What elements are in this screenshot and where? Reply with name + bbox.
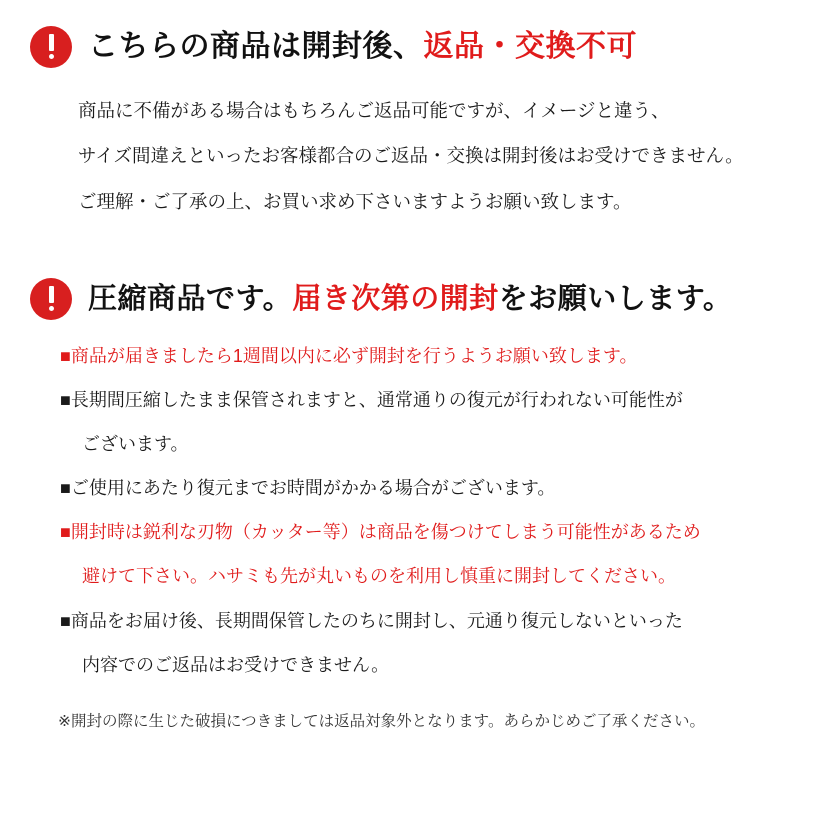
- section-2-heading-text: [88, 282, 732, 317]
- list-item: [60, 378, 810, 466]
- paragraph-line: 商品に不備がある場合はもちろんご返品可能ですが、イメージと違う、: [78, 100, 670, 121]
- list-item-line: [60, 466, 810, 510]
- list-item-text: 長期間圧縮したまま保管されますと、通常通りの復元が行われない可能性が: [70, 390, 683, 411]
- square-bullet-icon: ■: [60, 522, 71, 543]
- section-1-heading: [30, 26, 810, 68]
- square-bullet-icon: ■: [60, 390, 71, 411]
- section-2-heading-red: 届き次第の開封: [292, 282, 499, 315]
- list-item: [60, 510, 810, 598]
- list-item-text: 開封時は鋭利な刃物（カッター等）は商品を傷つけてしまう可能性があるため: [70, 522, 701, 543]
- list-item-line: [60, 510, 810, 554]
- section-1-heading-red: 返品・交換不可: [423, 30, 637, 63]
- list-item-text: 内容でのご返品はお受けできません。: [82, 654, 390, 675]
- section-1-heading-text: [88, 29, 637, 65]
- square-bullet-icon: ■: [60, 610, 71, 631]
- list-item-text: ご使用にあたり復元までお時間がかかる場合がございます。: [70, 478, 556, 499]
- list-item: [60, 334, 810, 378]
- exclamation-circle-icon: [30, 278, 72, 320]
- list-item: [60, 599, 810, 687]
- footnote: ※開封の際に生じた破損につきましては返品対象外となります。あらかじめご了承ください。: [58, 712, 705, 730]
- list-item-text: ございます。: [82, 434, 189, 455]
- section-2-heading-black-prefix: 圧縮商品です。: [88, 282, 293, 315]
- section-1-heading-black: こちらの商品は開封後、: [88, 30, 424, 63]
- square-bullet-icon: ■: [60, 345, 71, 366]
- section-2-heading-black-suffix: をお願いします。: [498, 282, 733, 315]
- section-1-paragraph: [30, 88, 810, 224]
- list-item-line: [60, 599, 810, 643]
- list-item-text: 商品が届きましたら1週間以内に必ず開封を行うようお願い致します。: [70, 345, 638, 366]
- list-item: [60, 466, 810, 510]
- list-item-line: [60, 378, 810, 422]
- paragraph-line: ご理解・ご了承の上、お買い求め下さいますようお願い致します。: [78, 190, 632, 212]
- list-item-text: 商品をお届け後、長期間保管したのちに開封し、元通り復元しないといった: [70, 610, 683, 631]
- paragraph-line: サイズ間違えといったお客様都合のご返品・交換は開封後はお受けできません。: [78, 145, 744, 167]
- exclamation-circle-icon: [30, 26, 72, 68]
- section-2-bullet-list: [30, 334, 810, 687]
- list-item-line: [60, 334, 810, 378]
- square-bullet-icon: ■: [60, 478, 71, 499]
- section-2-heading: [30, 278, 810, 320]
- list-item-text: 避けて下さい。ハサミも先が丸いものを利用し慎重に開封してください。: [82, 566, 676, 587]
